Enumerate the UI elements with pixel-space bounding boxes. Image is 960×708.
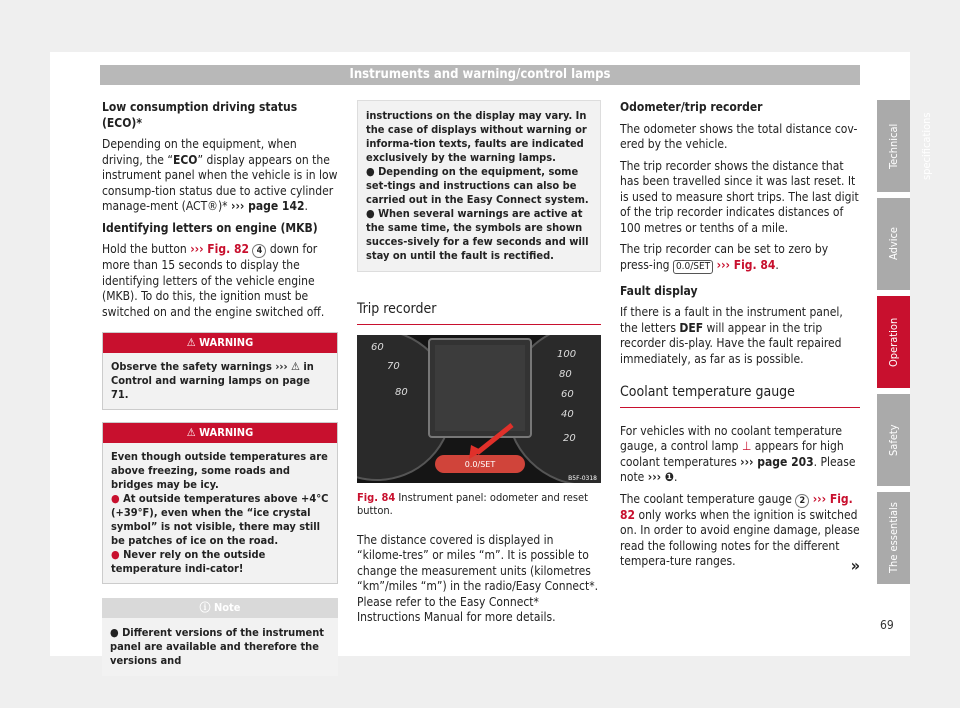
continue-mark: » (850, 555, 860, 575)
info-icon: ⓘ (199, 601, 211, 614)
figure-code: B5F-0318 (568, 474, 597, 482)
warning-box-2 (102, 422, 338, 584)
coolant-lamp-icon: ⊥ (741, 439, 752, 453)
instrument-panel-figure (357, 335, 601, 483)
page-header: Instruments and warning/control lamps (100, 65, 860, 85)
callout-number: 4 (252, 244, 266, 258)
coolant-paragraph: For vehicles with no coolant temperature gauge, a control lamp ⊥ appears for high coolant temperatures ››› page 203. Please note ››› ❶. (620, 423, 856, 484)
tab-operation[interactable]: Operation (877, 296, 910, 388)
tab-the-essentials[interactable]: The essentials (877, 492, 910, 584)
tab-safety[interactable]: Safety (877, 394, 910, 486)
tab-technical-specifications[interactable]: Technical specifications (877, 100, 910, 192)
fault-paragraph: If there is a fault in the instrument panel, the letters DEF will appear in the trip recorder dis-play. Have the fault repaired immediately, as far as is possible. (620, 305, 843, 366)
svg-text:40: 40 (561, 408, 574, 420)
page-number: 69 (880, 618, 894, 632)
figure-label: Fig. 84 (357, 490, 396, 504)
note-continuation-box: instructions on the display may vary. In the case of displays without warning or informa-tion texts, faults are indicated exclusively by the warning lamps. ● Depending on the equipment, some set-tings and instructions can also be carried out in the Easy Connect system. ● When several warnings are active at the same time, the symbols are shown succes-sively for a few seconds and will stay on until the fault is rectified. (357, 100, 601, 272)
odometer-paragraph: The trip recorder shows the distance that has been travelled since it was last reset. It is used to measure short trips. The last digit of the trip recorder indicates distances of 100 metres or tenths of a mile. (620, 158, 859, 235)
svg-text:20: 20 (563, 432, 576, 444)
fig-link[interactable]: ››› Fig. 82 (620, 491, 853, 522)
note-header: ⓘ Note (102, 598, 338, 618)
eco-paragraph: Depending on the equipment, when driving, the “ECO” display appears on the instrument panel when the vehicle is in low consump-tion status due to active cylinder manage-ment (ACT®)* ››› page 142. (102, 137, 338, 213)
mkb-heading: Identifying letters on engine (MKB) (102, 220, 318, 235)
svg-text:60: 60 (561, 388, 574, 400)
fig-link[interactable]: ››› Fig. 82 (190, 242, 249, 256)
mkb-paragraph: Hold the button ››› Fig. 82 4 down for more than 15 seconds to display the identifying letters of the vehicle engine (MKB). To do this, the ignition must be switched on and the engine switched off. (102, 242, 325, 319)
odometer-heading: Odometer/trip recorder (620, 100, 763, 114)
fault-heading: Fault display (620, 283, 698, 298)
svg-text:70: 70 (387, 360, 400, 372)
eco-heading: Low consumption driving status (ECO)* (102, 100, 298, 130)
warning-bullet: ● Never rely on the outside temperature indi-cator! (111, 548, 266, 575)
instrument-panel-image (357, 335, 601, 483)
section-title-coolant: Coolant temperature gauge (620, 385, 860, 408)
reset-button-label: 0.0/SET (464, 459, 496, 469)
column-1 (102, 100, 338, 676)
page-link[interactable]: ››› page 203 (740, 454, 814, 469)
note-bullet: ● When several warnings are active at the same time, the symbols are shown succes-sively for a few seconds and will stay on until the fault is rectified. (366, 207, 589, 262)
warning-bullet: ● At outside temperatures above +4°C (+39°F), even when the “ice crystal symbol” is not visible, there may still be patches of ice on the road. (111, 492, 329, 547)
trip-body: The distance covered is displayed in “kilome-tres” or miles “m”. It is possible to change the measurement units (kilometres “km”/miles “m”) in the radio/Easy Connect*. Please refer to the Easy Connect* Instructions Manual for more details. (357, 532, 599, 624)
note-box (102, 598, 338, 676)
svg-text:60: 60 (371, 341, 384, 353)
warning-intro: Even though outside temperatures are above freezing, some roads and bridges may be icy. (111, 450, 328, 491)
svg-text:100: 100 (557, 348, 577, 360)
warning-box-1 (102, 332, 338, 410)
warning-text: Observe the safety warnings ››› ⚠ in Control and warning lamps on page 71. (103, 353, 337, 409)
callout-number: 2 (795, 494, 809, 508)
note-link[interactable]: ››› ❶ (647, 470, 674, 484)
column-3 (620, 100, 860, 573)
column-2 (357, 100, 601, 632)
odometer-paragraph: The odometer shows the total distance cov-ered by the vehicle. (620, 121, 858, 151)
odometer-paragraph: The trip recorder can be set to zero by press-ing 0.0/SET ››› Fig. 84. (620, 242, 829, 272)
note-bullet: ● Different versions of the instrument panel are available and therefore the versions and (102, 618, 338, 676)
fig-link[interactable]: ››› Fig. 84 (716, 257, 776, 272)
figure-caption: Fig. 84 Instrument panel: odometer and reset button. (357, 490, 589, 517)
warning-header: ⚠ WARNING (103, 333, 337, 353)
note-bullet: ● Depending on the equipment, some set-tings and instructions can also be carried out in the Easy Connect system. (366, 165, 589, 206)
svg-text:80: 80 (395, 386, 408, 398)
svg-text:80: 80 (559, 368, 572, 380)
coolant-paragraph: The coolant temperature gauge 2 ››› Fig. 82 only works when the ignition is switched on. In order to avoid engine damage, please read the following notes for the different tempera-ture ranges. (620, 491, 860, 568)
tab-advice[interactable]: Advice (877, 198, 910, 290)
warning-header: ⚠ WARNING (103, 423, 337, 443)
reset-key: 0.0/SET (673, 260, 713, 274)
page-link[interactable]: ››› page 142 (231, 199, 305, 213)
section-title-trip-recorder: Trip recorder (357, 302, 601, 325)
